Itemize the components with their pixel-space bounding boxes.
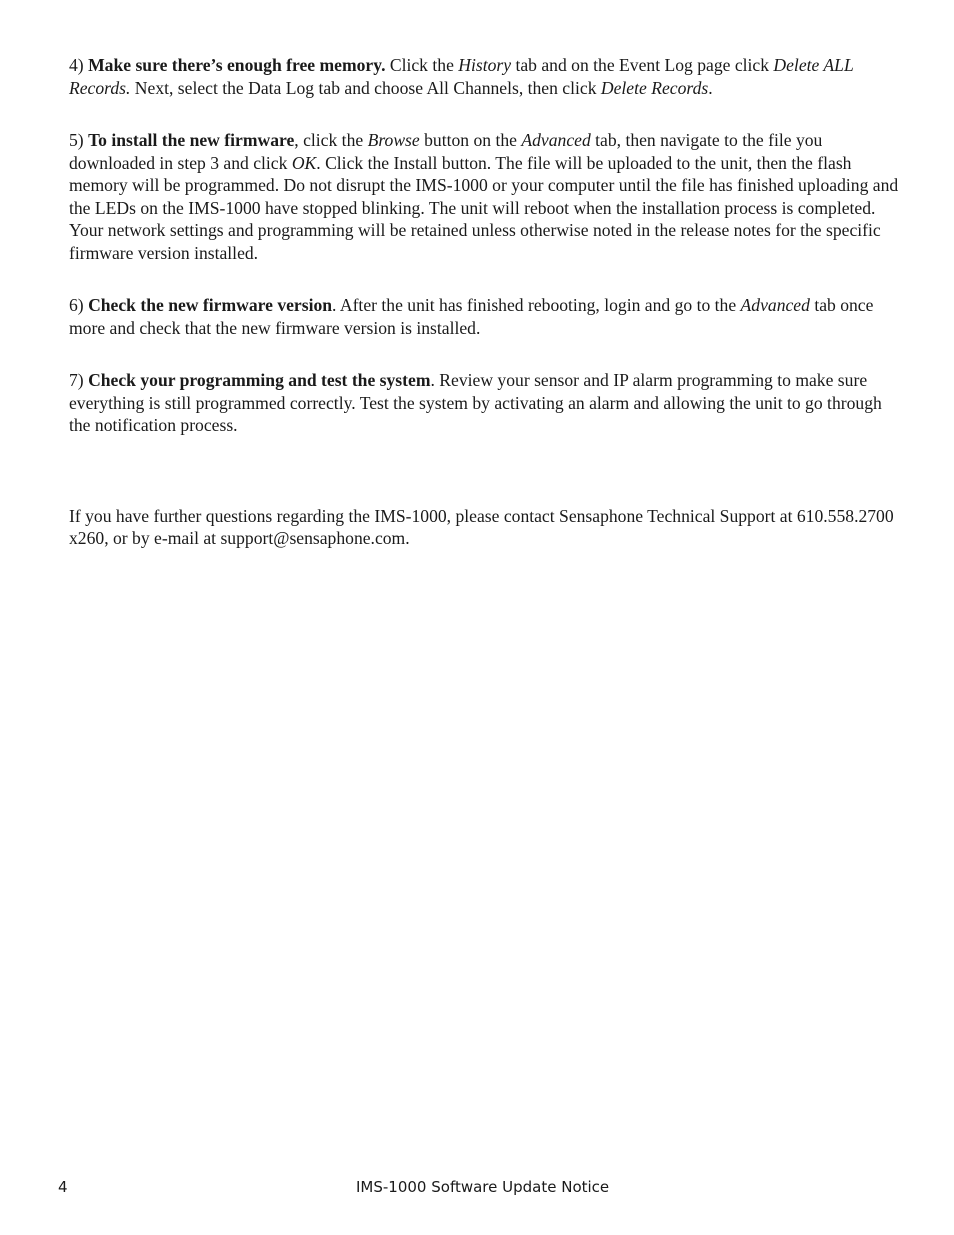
ui-reference: Delete Records (600, 77, 709, 98)
step-text: Click the (385, 55, 459, 75)
step-text: Next, select the Data Log tab and choose All Channels, then click (130, 77, 601, 98)
step-paragraph (69, 54, 899, 99)
step-number: 7) (69, 370, 84, 390)
ui-reference: Delete ALL Records. (69, 55, 854, 98)
step-paragraph (69, 369, 899, 437)
page-footer (0, 1176, 954, 1200)
step-number: 4) (69, 55, 84, 75)
ui-reference: OK (291, 152, 317, 173)
step-text: . Review your sensor and IP alarm programming to make sure everything is still programmed correctly. Test the system by activating an alarm and allowing the unit to go through the notification process. (69, 370, 882, 435)
contact-paragraph: If you have further questions regarding the IMS-1000, please contact Sensaphone Technical Support at 610.558.2700 x260, or by e-mail at support@sensaphone.com. (69, 505, 894, 548)
ui-reference: Browse (367, 130, 420, 150)
step-paragraph (69, 294, 899, 339)
step-text: . After the unit has finished rebooting, login and go to the (332, 295, 741, 315)
step-number: 5) (69, 130, 84, 150)
ui-reference: History (458, 55, 512, 75)
step-text: button on the (419, 130, 522, 150)
page-number: 4 (58, 1178, 68, 1196)
step-text: , click the (294, 130, 368, 150)
step-heading: Check your programming and test the system (88, 370, 431, 390)
step-text: . (708, 77, 713, 98)
footer-document-title: IMS-1000 Software Update Notice (356, 1178, 610, 1196)
step-heading: Check the new firmware version (88, 295, 333, 315)
ui-reference: Advanced (740, 295, 810, 315)
step-text: tab, then navigate to the file you downloaded in step 3 and click (69, 130, 823, 173)
step-heading: To install the new firmware (88, 130, 295, 150)
step-text: tab once more and check that the new firmware version is installed. (69, 295, 874, 338)
step-heading: Make sure there’s enough free memory. (88, 55, 386, 75)
step-paragraph (69, 129, 899, 264)
step-text: . Click the Install button. The file will be uploaded to the unit, then the flash memory will be programmed. Do not disrupt the IMS-1000 or your computer until the file has finished uploading and the LEDs on the IMS-1000 have stopped blinking. The unit will reboot when the installation process is completed. Your network settings and programming will be retained unless otherwise noted in the release notes for the specific firmware version installed. (69, 152, 899, 263)
document-body (69, 54, 899, 550)
step-text: tab and on the Event Log page click (511, 55, 774, 75)
steps-list (69, 54, 899, 437)
step-number: 6) (69, 295, 84, 315)
ui-reference: Advanced (521, 130, 591, 150)
